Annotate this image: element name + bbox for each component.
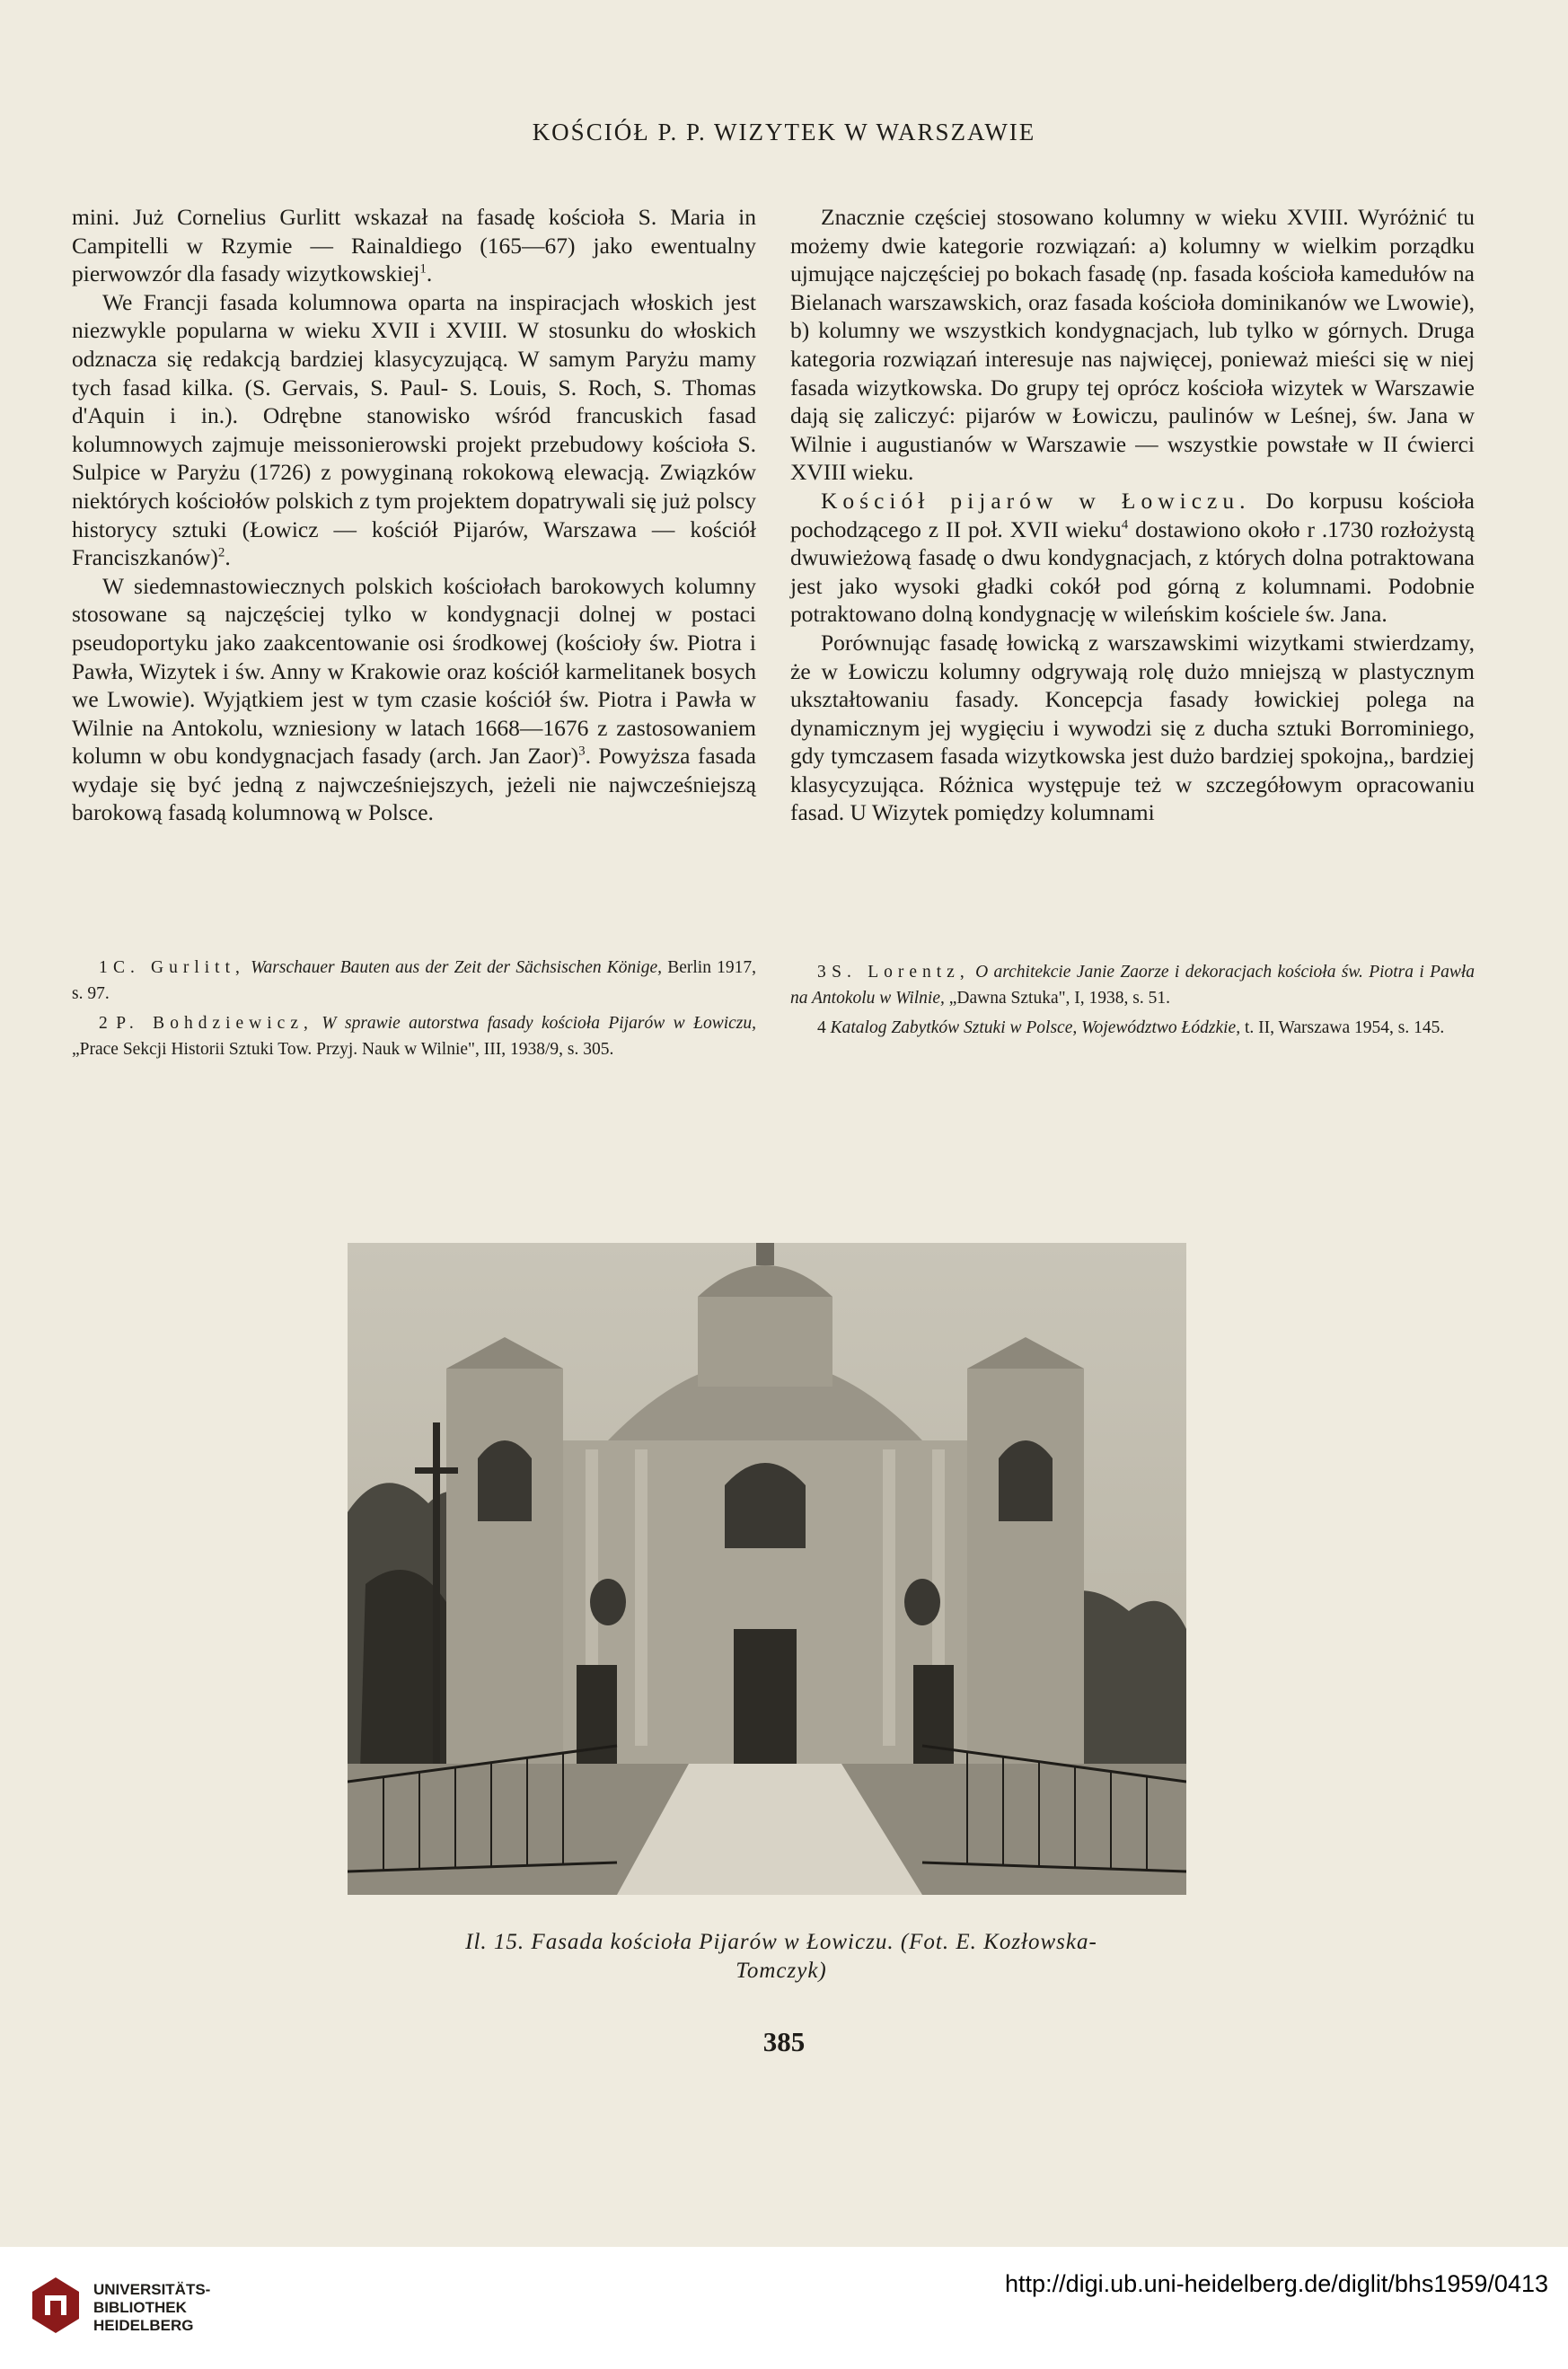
footer-bar xyxy=(0,2247,1568,2369)
footnotes-right xyxy=(790,959,1475,1044)
left-text-column xyxy=(72,203,756,827)
library-name: UNIVERSITÄTS- BIBLIOTHEK HEIDELBERG xyxy=(93,2281,211,2334)
footnote: 1 C. Gurlitt, Warschauer Bauten aus der Zeit der Sächsischen Könige, Berlin 1917, s. 97. xyxy=(72,958,756,1003)
footnote: 2 P. Bohdziewicz, W sprawie autorstwa fasady kościoła Pijarów w Łowiczu, „Prace Sekcji Historii Sztuki Tow. Przyj. Nauk w Wilnie", III, 1938/9, s. 305. xyxy=(72,1014,756,1059)
source-url-link[interactable]: http://digi.ub.uni-heidelberg.de/diglit/bhs1959/0413 xyxy=(1005,2270,1548,2297)
footnotes-left xyxy=(72,955,756,1066)
church-facade-photo xyxy=(348,1243,1186,1895)
paragraph: Porównując fasadę łowicką z warszawskimi wizytkami stwierdzamy, że w Łowiczu kolumny odgrywają rolę dużo mniejszą w plastycznym ukształtowaniu fasady. Koncepcja fasady łowickiej polega na dynamicznym jej wygięciu i wywodzi się z ducha sztuki Borrominiego, gdy tymczasem fasada wizytkowska jest dużo bardziej spokojna,, bardziej klasycyzująca. Różnica występuje też w szczegółowym opracowaniu fasad. U Wizytek pomiędzy kolumnami xyxy=(790,629,1475,826)
paragraph: mini. Już Cornelius Gurlitt wskazał na fasadę kościoła S. Maria in Campitelli w Rzymie — Rainaldiego (165—67) jako ewentualny pierwowzór dla fasady wizytkowskiej$^1$. xyxy=(72,204,756,287)
paragraph: Kościół pijarów w Łowiczu. Do korpusu kościoła pochodzącego z II poł. XVII wieku$^4$ dostawiono około r .1730 rozłożystą dwuwieżową fasadę o dwu kondygnacjach, z których dolna potraktowana jest jako wysoki gładki cokół pod górną z kolumnami. Podobnie potraktowano dolną kondygnację w wileńskim kościele św. Jana. xyxy=(790,487,1475,628)
page-number: 385 xyxy=(762,2026,806,2057)
section-heading: Kościół pijarów w Łowiczu. xyxy=(821,487,1251,514)
right-text-column xyxy=(790,203,1475,827)
footnote: 3 S. Lorentz, O architekcie Janie Zaorze i dekoracjach kościoła św. Piotra i Pawła na Antokolu w Wilnie, „Dawna Sztuka", I, 1938, s. 51. xyxy=(790,963,1476,1008)
figure-caption: Il. 15. Fasada kościoła Pijarów w Łowiczu. (Fot. E. Kozłowska- Tomczyk) xyxy=(465,1930,1097,1983)
paragraph: W siedemnastowiecznych polskich kościołach barokowych kolumny stosowane są najczęściej tylko w kondygnacji dolnej w postaci pseudoportyku jako zaakcentowanie osi środkowej (kościoły św. Piotra i Pawła, Wizytek i św. Anny w Krakowie oraz kościół karmelitanek bosych we Lwowie). Wyjątkiem jest w tym czasie kościół św. Piotra i Pawła w Wilnie na Antokolu, wzniesiony w latach 1668—1676 z zastosowaniem kolumn w obu kondygnacjach fasady (arch. Jan Zaor)$^3$. Powyższa fasada wydaje się być jedną z najwcześniejszych, jeżeli nie najwcześniejszą barokową fasadą kolumnową w Polsce. xyxy=(72,572,756,826)
paragraph: We Francji fasada kolumnowa oparta na inspiracjach włoskich jest niezwykle popularna w wieku XVII i XVIII. W stosunku do włoskich odznacza się redakcją bardziej klasycyzującą. W samym Paryżu mamy tych fasad kilka. (S. Gervais, S. Paul- S. Louis, S. Roch, S. Thomas d'Aquin i in.). Odrębne stanowisko wśród francuskich fasad kolumnowych zajmuje meissonierowski projekt przebudowy kościoła S. Sulpice w Paryżu (1726) z powyginaną rokokową elewacją. Związków niektórych kościołów polskich z tym projektem dopatrywali się już polscy historycy sztuki (Łowicz — kościół Pijarów, Warszawa — kościół Franciszkanów)$^2$. xyxy=(72,288,756,571)
footnote: 4 Katalog Zabytków Sztuki w Polsce, Województwo Łódzkie, t. II, Warszawa 1954, s. 145. xyxy=(817,1018,1445,1037)
running-header: KOŚCIÓŁ P. P. WIZYTEK W WARSZAWIE xyxy=(532,119,1036,145)
church-illustration xyxy=(348,1243,1186,1895)
university-library-logo-icon xyxy=(27,2274,84,2337)
paragraph: Znacznie częściej stosowano kolumny w wieku XVIII. Wyróżnić tu możemy dwie kategorie rozwiązań: a) kolumny w wielkim porządku ujmujące najczęściej po bokach fasadę (np. fasada kościoła kamedułów na Bielanach warszawskich, oraz fasada kościoła dominikanów we Lwowie), b) kolumny we wszystkich kondygnacjach, lub tylko w górnych. Druga kategoria rozwiązań interesuje nas najwięcej, ponieważ mieści się w niej fasada wizytkowska. Do grupy tej oprócz kościoła wizytek w Warszawie dają się zaliczyć: pijarów w Łowiczu, paulinów w Leśnej, św. Jana w Wilnie i augustianów w Warszawie — wszystkie powstałe w II ćwierci XVIII wieku. xyxy=(790,204,1475,486)
